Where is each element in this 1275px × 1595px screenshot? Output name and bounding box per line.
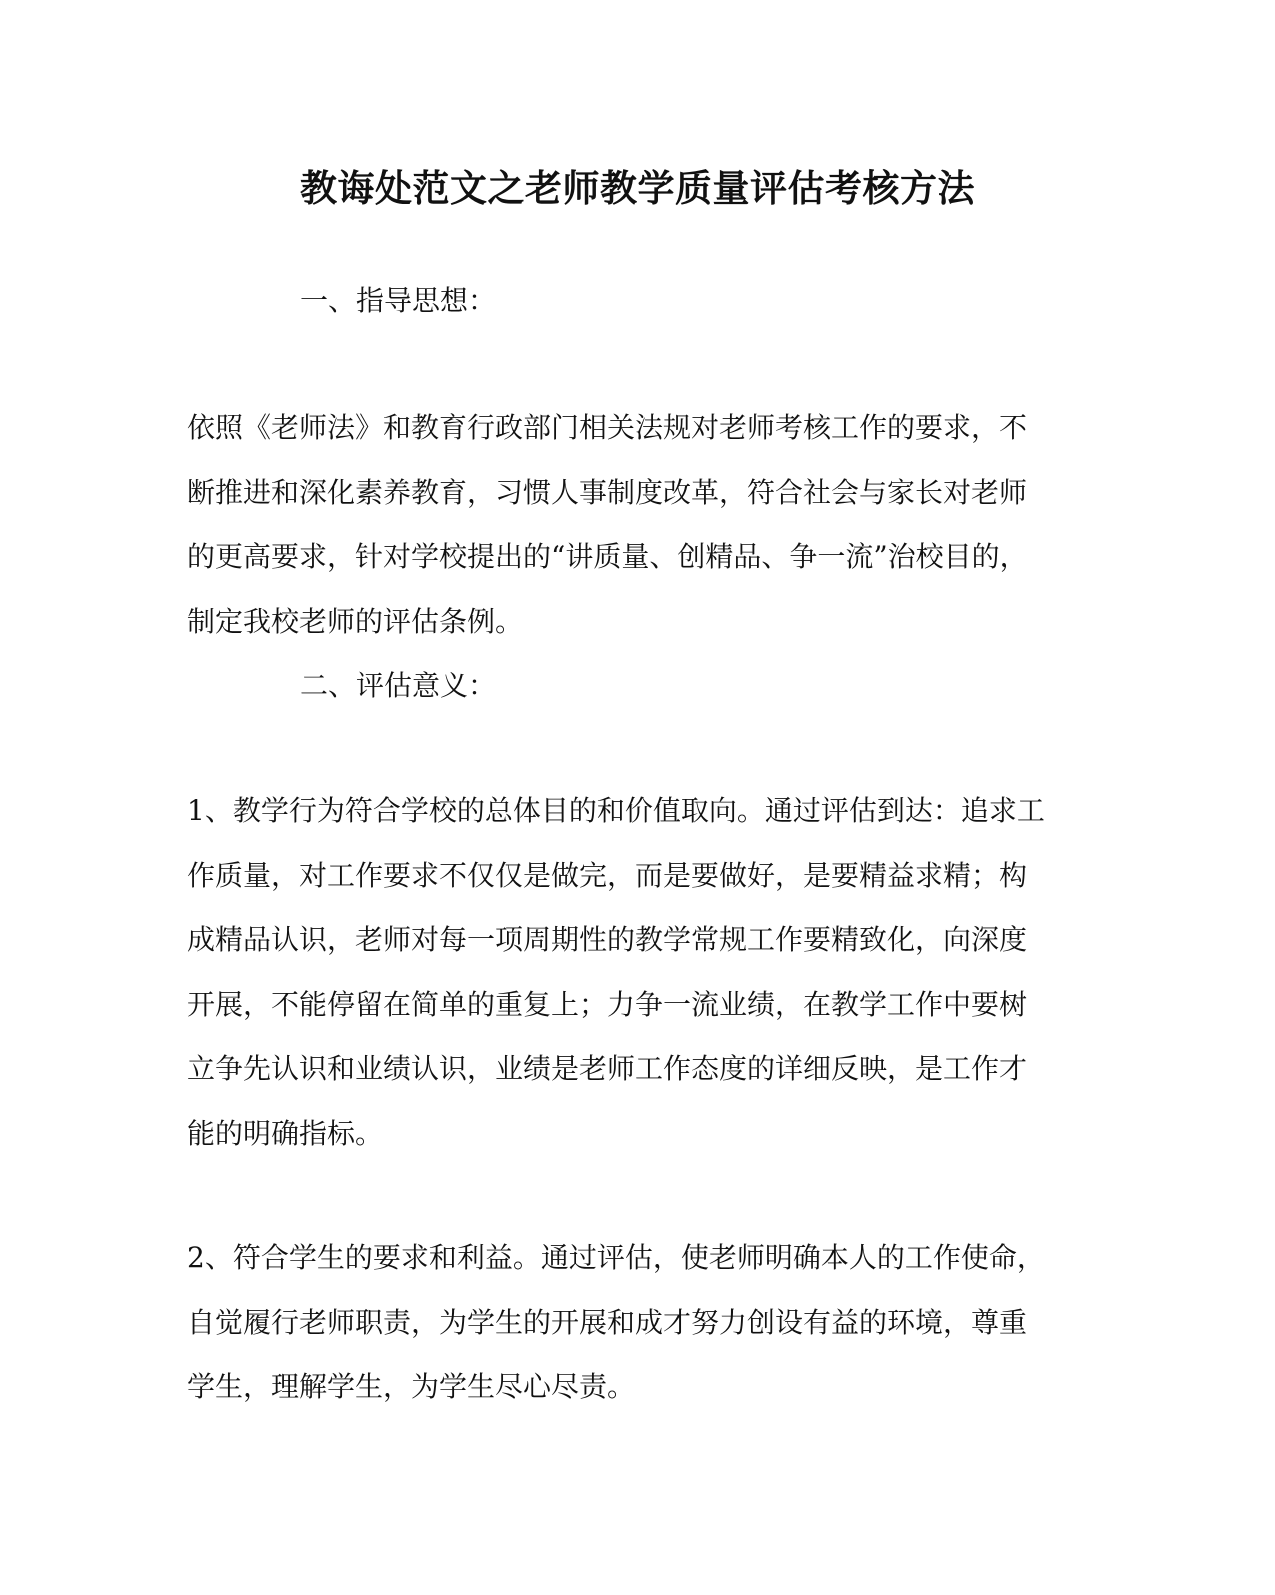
- paragraph-item-1: [187, 779, 1067, 1166]
- section-heading-guiding-ideology: 一、指导思想：: [300, 284, 497, 317]
- section-heading-evaluation-significance: 二、评估意义：: [300, 669, 497, 702]
- paragraph-line: 依照《老师法》和教育行政部门相关法规对老师考核工作的要求，不: [187, 411, 1028, 444]
- paragraph-item-2: [187, 1226, 1067, 1420]
- paragraph-line: 2、符合学生的要求和利益。通过评估，使老师明确本人的工作使命，: [187, 1241, 1045, 1274]
- paragraph-line: 作质量，对工作要求不仅仅是做完，而是要做好，是要精益求精；构: [187, 858, 1028, 892]
- paragraph-line: 的更高要求，针对学校提出的“讲质量、创精品、争一流”治校目的，: [187, 540, 1028, 573]
- paragraph-line: 开展，不能停留在简单的重复上；力争一流业绩，在教学工作中要树: [187, 987, 1028, 1021]
- paragraph-line: 制定我校老师的评估条例。: [187, 604, 524, 638]
- paragraph-line: 自觉履行老师职责，为学生的开展和成才努力创设有益的环境，尊重: [187, 1305, 1028, 1339]
- paragraph-line: 断推进和深化素养教育，习惯人事制度改革，符合社会与家长对老师: [187, 475, 1028, 509]
- paragraph-line: 成精品认识，老师对每一项周期性的教学常规工作要精致化，向深度: [187, 923, 1028, 956]
- paragraph-line: 立争先认识和业绩认识，业绩是老师工作态度的详细反映，是工作才: [187, 1052, 1028, 1085]
- paragraph-line: 学生，理解学生，为学生尽心尽责。: [187, 1370, 636, 1403]
- paragraph-line: 能的明确指标。: [187, 1116, 384, 1150]
- paragraph-line: 1、教学行为符合学校的总体目的和价值取向。通过评估到达：追求工: [187, 794, 1045, 827]
- document-title: 教诲处范文之老师教学质量评估考核方法: [300, 166, 975, 210]
- paragraph-guiding-ideology: [187, 396, 1067, 654]
